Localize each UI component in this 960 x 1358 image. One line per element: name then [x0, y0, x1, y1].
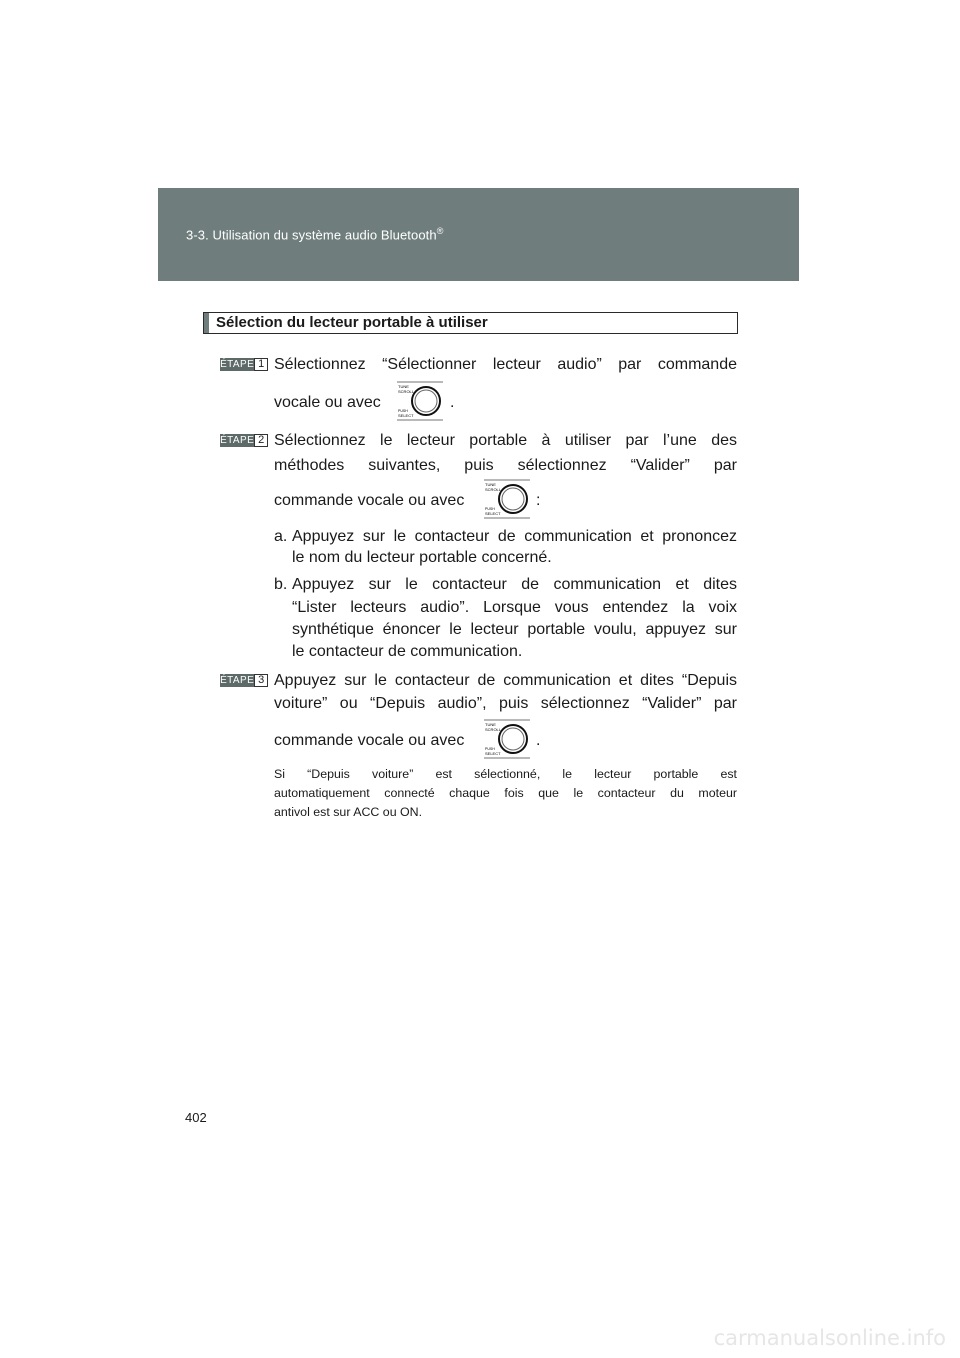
step-badge-3: ÉTAPE 3 [220, 674, 268, 687]
step-badge-1: ÉTAPE 1 [220, 358, 268, 371]
step-3-line-2: voiture” ou “Depuis audio”, puis sélectionnez “Valider” par [274, 695, 737, 712]
list-item-a-line-1: Appuyez sur le contacteur de communication et prononcez [292, 528, 737, 545]
list-item-b-marker: b. [274, 576, 288, 593]
svg-text:TUNE: TUNE [485, 482, 496, 487]
step-1-line-2-end: . [450, 394, 455, 411]
section-title-bar [204, 313, 209, 333]
section-title: Sélection du lecteur portable à utiliser [216, 314, 488, 331]
step-1-line-2: vocale ou avec [274, 394, 381, 411]
svg-text:TUNE: TUNE [398, 384, 409, 389]
note-line-3: antivol est sur ACC ou ON. [274, 805, 423, 819]
svg-text:SCROLL: SCROLL [485, 727, 502, 732]
svg-text:SCROLL: SCROLL [485, 487, 502, 492]
step-3-line-3: commande vocale ou avec [274, 732, 465, 749]
tune-scroll-knob-icon [482, 478, 532, 520]
note-line-2: automatiquement connecté chaque fois que le contacteur du moteur [274, 786, 737, 800]
list-item-b-line-3: synthétique énoncer le lecteur portable voulu, appuyez sur [292, 621, 737, 638]
svg-text:PUSH: PUSH [398, 409, 408, 413]
chapter-heading: 3-3. Utilisation du système audio Bluetooth® [186, 226, 444, 243]
svg-text:SELECT: SELECT [485, 511, 501, 516]
tune-scroll-knob-icon [395, 380, 445, 422]
svg-text:PUSH: PUSH [485, 507, 495, 511]
list-item-b-line-2: “Lister lecteurs audio”. Lorsque vous entendez la voix [292, 599, 737, 616]
svg-text:SCROLL: SCROLL [398, 389, 415, 394]
page-number: 402 [185, 1110, 207, 1125]
step-1-line-1: Sélectionnez “Sélectionner lecteur audio” par commande [274, 356, 737, 373]
svg-text:SELECT: SELECT [485, 751, 501, 756]
step-badge-2: ÉTAPE 2 [220, 434, 268, 447]
tune-scroll-knob-icon [482, 718, 532, 760]
list-item-b-line-1: Appuyez sur le contacteur de communication et dites [292, 576, 737, 593]
list-item-a-marker: a. [274, 528, 288, 545]
step-3-line-1: Appuyez sur le contacteur de communication et dites “Depuis [274, 672, 737, 689]
svg-text:PUSH: PUSH [485, 747, 495, 751]
list-item-a-line-2: le nom du lecteur portable concerné. [292, 549, 552, 566]
section-title-box [203, 312, 738, 334]
step-3-line-3-end: . [536, 732, 541, 749]
step-2-line-1: Sélectionnez le lecteur portable à utiliser par l’une des [274, 432, 737, 449]
step-2-line-3-end: : [536, 492, 541, 509]
list-item-b-line-4: le contacteur de communication. [292, 643, 523, 660]
svg-text:TUNE: TUNE [485, 722, 496, 727]
watermark: carmanualsonline.info [713, 1326, 946, 1350]
svg-text:SELECT: SELECT [398, 413, 414, 418]
step-2-line-3: commande vocale ou avec [274, 492, 465, 509]
note-line-1: Si “Depuis voiture” est sélectionné, le lecteur portable est [274, 767, 737, 781]
step-2-line-2: méthodes suivantes, puis sélectionnez “Valider” par [274, 457, 737, 474]
